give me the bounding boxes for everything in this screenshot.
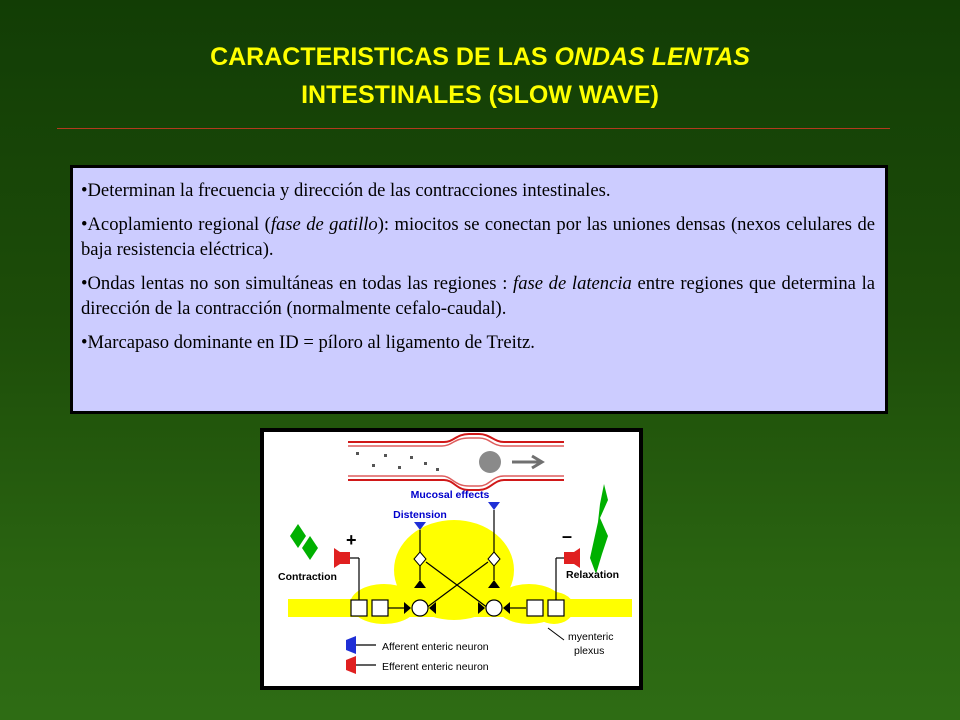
bullet-italic-text: fase de latencia [513,273,632,294]
efferent-legend-icon [346,656,356,674]
motor-neuron-left-icon [351,600,367,616]
slide-title [40,38,920,114]
direction-arrow-icon [512,456,542,468]
contraction-label: Contraction [278,571,337,583]
afferent-legend-label: Afferent enteric neuron [382,641,489,653]
bullet-text: •Marcapaso dominante en ID = píloro al ligamento de Treitz. [81,332,535,353]
contraction-signal-icon [290,524,318,560]
inhibitory-sign: – [562,526,573,546]
relaxation-signal-icon [590,484,608,574]
afferent-legend-icon [346,636,356,654]
bullet-item [81,212,875,262]
bullet-text: entre regiones que determina la dirección de la contracción (normalmente cefalo-caudal). [81,273,875,319]
mucosal-receptor-icon [488,502,500,510]
title-line-1 [40,38,920,76]
distension-label: Distension [393,509,447,521]
enteric-reflex-figure [260,428,643,690]
bullet-item [81,271,875,321]
mucosal-effects-label: Mucosal effects [410,489,490,501]
bullet-text: •Determinan la frecuencia y dirección de las contracciones intestinales. [81,180,611,201]
title-italic-part: ONDAS LENTAS [554,43,750,71]
bullet-text: ): miocitos se conectan por las uniones densas (nexos celulares de baja resistencia eléctrica). [81,214,875,260]
motor-neuron-right-icon [548,600,564,616]
excitatory-sign: + [346,530,357,550]
bullet-italic-text: fase de gatillo [270,214,378,235]
legend [346,636,489,674]
intestine-tube-graphic [348,434,564,490]
interneuron-right-icon [486,600,502,616]
bullet-item [81,178,875,203]
efferent-terminal-right-icon [564,548,580,568]
plexus-label: plexus [574,645,605,657]
bullet-text-box [70,165,888,414]
bolus-icon [479,451,501,473]
efferent-legend-label: Efferent enteric neuron [382,661,489,673]
title-line-2: INTESTINALES (SLOW WAVE) [301,81,659,109]
bullet-item [81,330,875,355]
title-divider [57,128,890,129]
efferent-terminal-left-icon [334,548,350,568]
bullet-text: •Ondas lentas no son simultáneas en todas las regiones : [81,273,514,294]
bullet-text: •Acoplamiento regional ( [81,214,271,235]
enteric-diagram [264,432,639,686]
myenteric-label: myenteric [568,631,614,643]
relaxation-label: Relaxation [566,569,620,581]
interneuron-left-icon [412,600,428,616]
title-prefix: CARACTERISTICAS DE LAS [210,43,555,71]
